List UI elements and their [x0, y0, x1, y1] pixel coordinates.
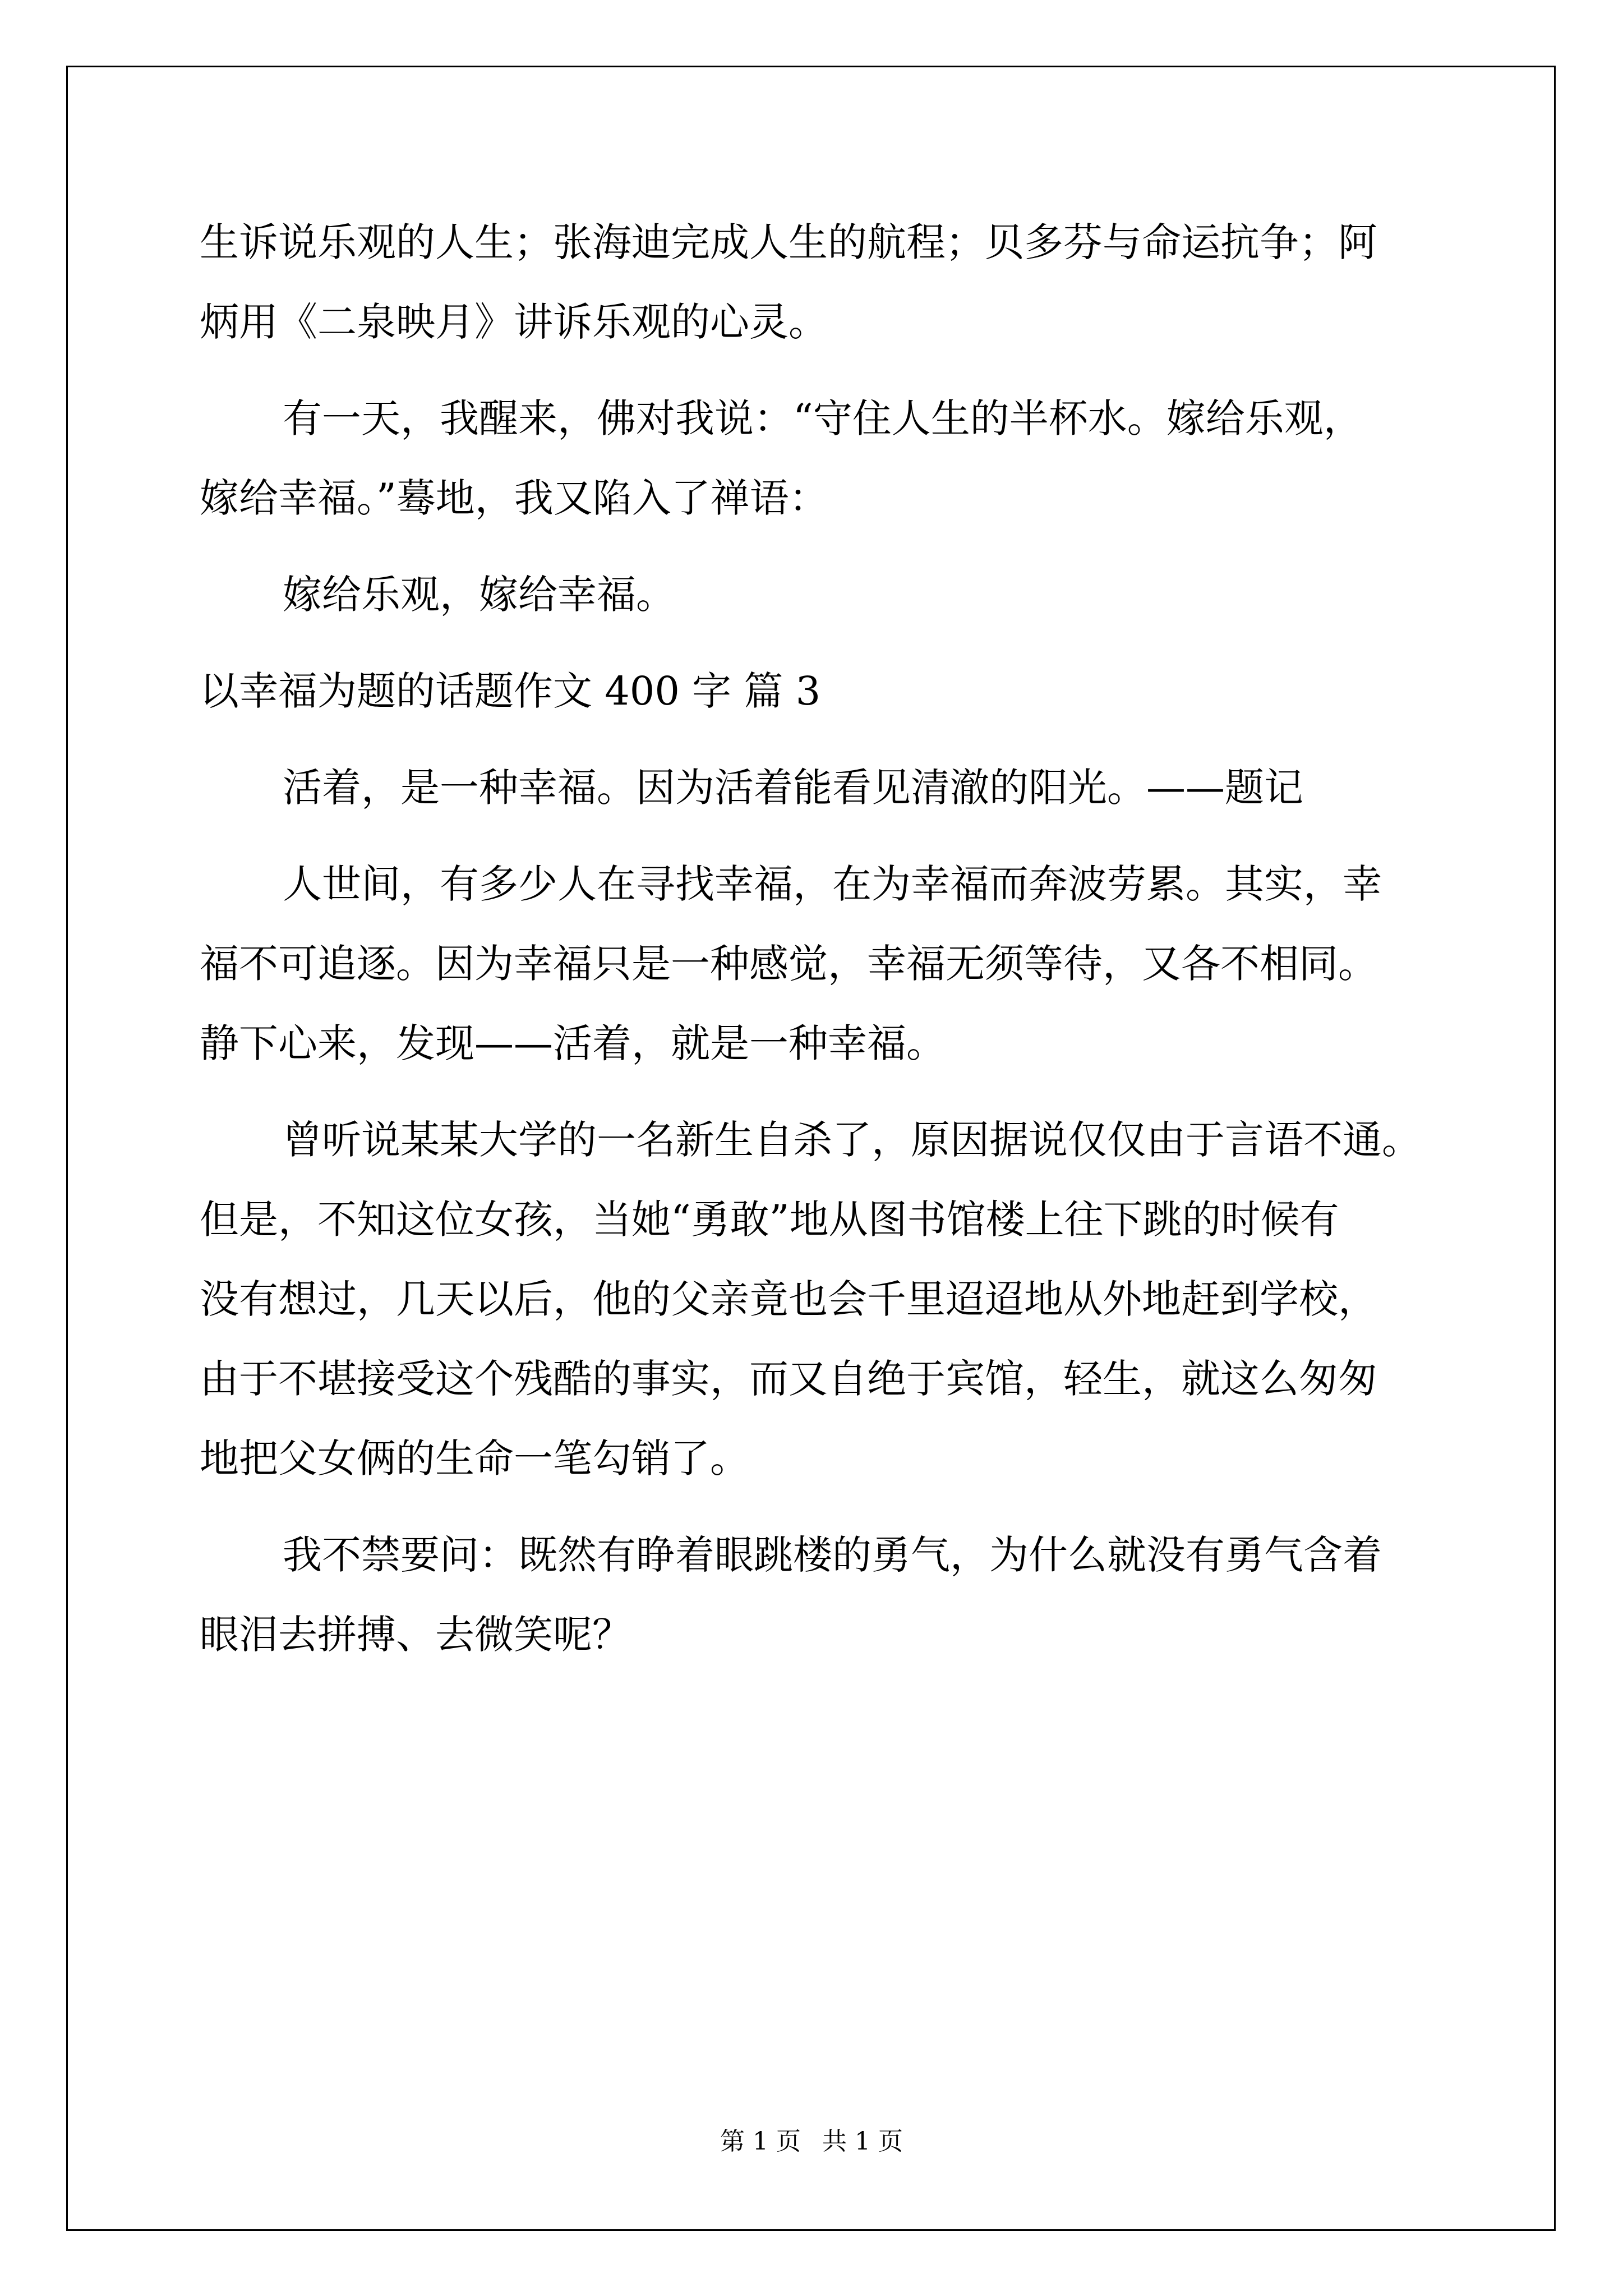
page-number-total: 共 1 页	[822, 2127, 903, 2156]
text-line: 生诉说乐观的人生；张海迪完成人生的航程；贝多芬与命运抗争；阿	[200, 219, 1377, 265]
text-line: 没有想过，几天以后，他的父亲竟也会千里迢迢地从外地赶到学校，	[200, 1276, 1377, 1322]
section-heading: 以幸福为题的话题作文 400 字 篇 3	[200, 668, 821, 714]
text-line: 但是，不知这位女孩，当她“勇敢”地从图书馆楼上往下跳的时候有	[200, 1197, 1339, 1243]
text-line: 活着，是一种幸福。因为活着能看见清澈的阳光。——题记	[283, 765, 1303, 811]
text-line: 人世间，有多少人在寻找幸福，在为幸福而奔波劳累。其实，幸	[283, 861, 1382, 907]
page-number-current: 第 1 页	[720, 2127, 801, 2156]
text-line: 嫁给乐观，嫁给幸福。	[283, 572, 675, 618]
text-line: 福不可追逐。因为幸福只是一种感觉，幸福无须等待，又各不相同。	[200, 941, 1377, 987]
page-footer	[0, 2126, 1623, 2157]
text-line: 嫁给幸福。”蓦地，我又陷入了禅语：	[200, 475, 828, 521]
text-line: 炳用《二泉映月》讲诉乐观的心灵。	[200, 299, 828, 345]
text-line: 有一天，我醒来，佛对我说：“守住人生的半杯水。嫁给乐观，	[283, 395, 1363, 441]
text-line: 由于不堪接受这个残酷的事实，而又自绝于宾馆，轻生，就这么匆匆	[200, 1356, 1377, 1402]
text-line: 眼泪去拼搏、去微笑呢？	[200, 1612, 631, 1658]
text-line: 我不禁要问：既然有睁着眼跳楼的勇气，为什么就没有勇气含着	[283, 1532, 1382, 1578]
text-line: 地把父女俩的生命一笔勾销了。	[200, 1435, 749, 1481]
text-line: 静下心来，发现——活着，就是一种幸福。	[200, 1020, 946, 1066]
text-line: 曾听说某某大学的一名新生自杀了，原因据说仅仅由于言语不通。	[283, 1117, 1421, 1163]
